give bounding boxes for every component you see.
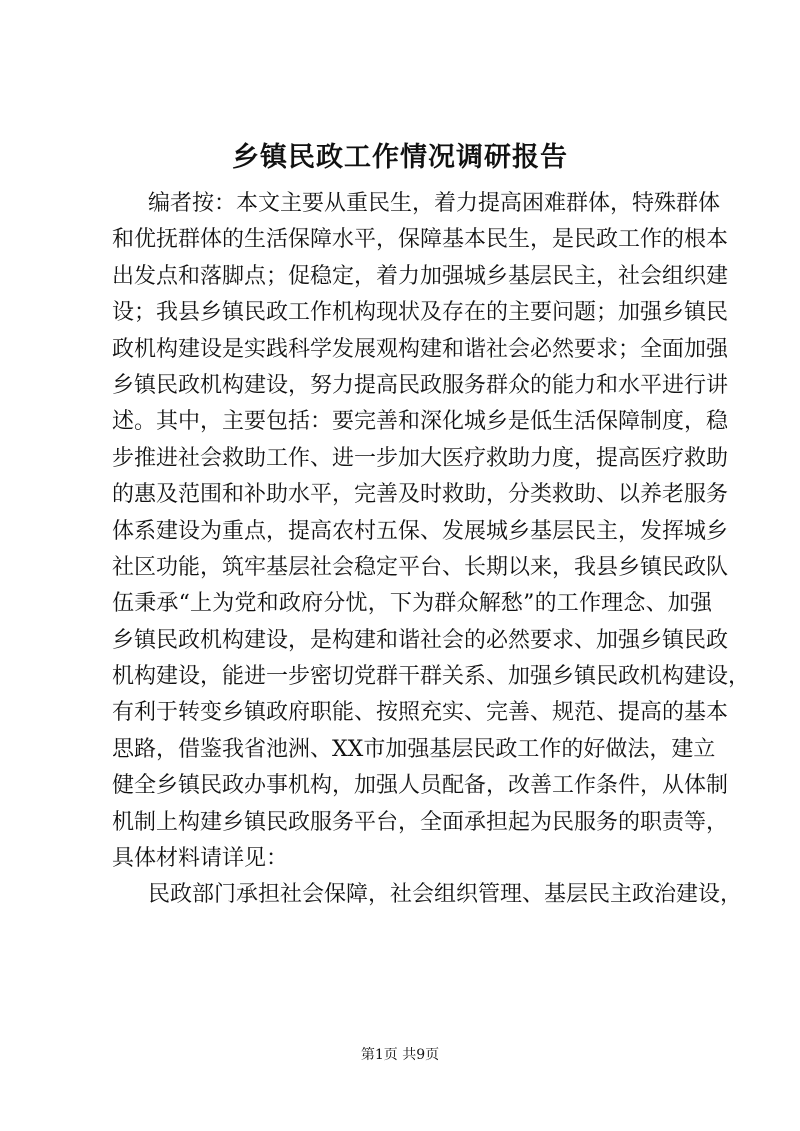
page-footer: 第1页 共9页 [360, 1047, 440, 1063]
text-line: 体系建设为重点，提高农村五保、发展城乡基层民主，发挥城乡 [112, 518, 729, 544]
text-line: 具体材料请详见： [112, 846, 289, 872]
document-title: 乡镇民政工作情况调研报告 [232, 142, 568, 173]
text-line: 设；我县乡镇民政工作机构现状及存在的主要问题；加强乡镇民 [112, 300, 729, 326]
text-line: 民政部门承担社会保障，社会组织管理、基层民主政治建设， [148, 882, 743, 908]
text-line: 编者按：本文主要从重民生，着力提高困难群体，特殊群体 [148, 191, 721, 216]
text-line: 的惠及范围和补助水平，完善及时救助，分类救助、以养老服务 [112, 482, 729, 508]
text-line: 出发点和落脚点；促稳定，着力加强城乡基层民主，社会组织建 [112, 263, 729, 289]
text-line: 机构建设，能进一步密切党群干群关系、加强乡镇民政机构建设， [112, 664, 751, 690]
text-line: 述。其中，主要包括：要完善和深化城乡是低生活保障制度，稳 [112, 409, 729, 435]
text-line: 步推进社会救助工作、进一步加大医疗救助力度，提高医疗救助 [112, 445, 729, 471]
text-line: 健全乡镇民政办事机构，加强人员配备，改善工作条件，从体制 [112, 773, 729, 799]
text-line: 乡镇民政机构建设，是构建和谐社会的必然要求、加强乡镇民政 [112, 627, 729, 653]
text-line: 政机构建设是实践科学发展观构建和谐社会必然要求；全面加强 [112, 336, 729, 362]
text-line: 有利于转变乡镇政府职能、按照充实、完善、规范、提高的基本 [112, 700, 729, 726]
text-line: 机制上构建乡镇民政服务平台，全面承担起为民服务的职责等， [112, 809, 729, 835]
document-body [112, 186, 751, 914]
text-line: 乡镇民政机构建设，努力提高民政服务群众的能力和水平进行讲 [112, 372, 729, 398]
text-line: 和优抚群体的生活保障水平，保障基本民生，是民政工作的根本 [112, 227, 729, 253]
text-line: 伍秉承“上为党和政府分忧，下为群众解愁”的工作理念、加强 [112, 591, 712, 617]
text-line: 思路，借鉴我省池洲、XX市加强基层民政工作的好做法，建立 [112, 736, 716, 762]
text-line: 社区功能，筑牢基层社会稳定平台、长期以来，我县乡镇民政队 [112, 554, 729, 580]
